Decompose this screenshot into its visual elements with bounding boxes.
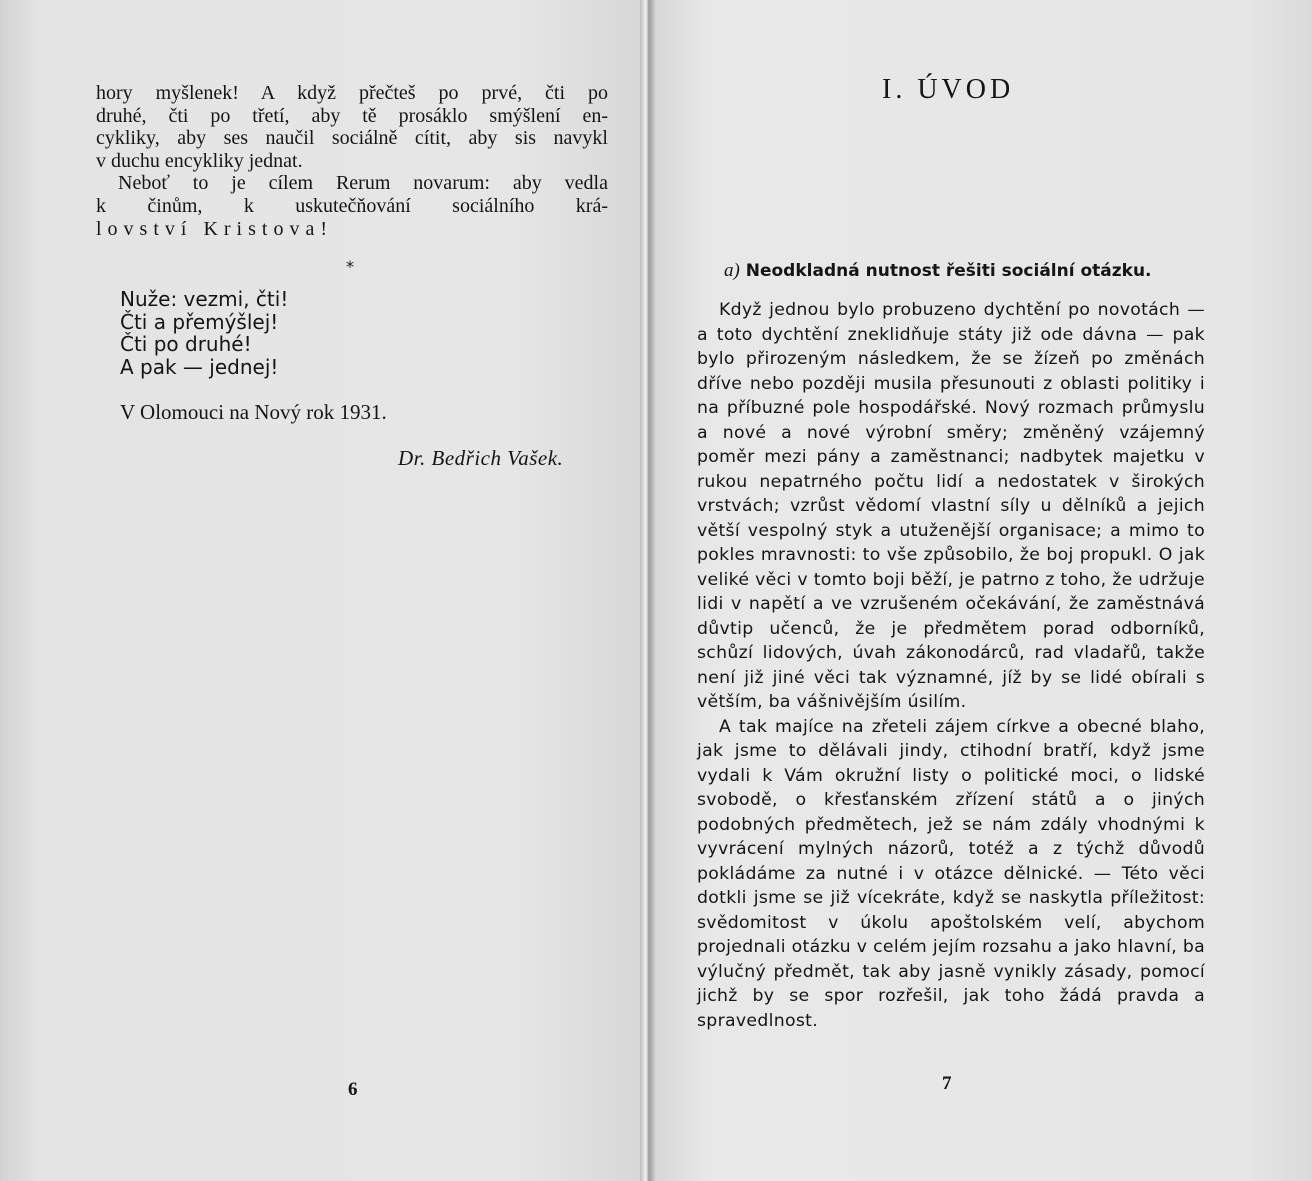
section-label: a) [724, 260, 740, 281]
poem-line: A pak — jednej! [120, 354, 279, 379]
place-date: V Olomouci na Nový rok 1931. [120, 400, 387, 424]
section-title: Neodkladná nutnost řešiti sociální otázku. [745, 261, 1152, 281]
right-body-text [697, 298, 1205, 1033]
poem [120, 288, 288, 378]
signature: Dr. Bedřich Vašek. [398, 446, 564, 470]
left-line-6: k činům, k uskutečňování sociálního krá- [96, 194, 608, 217]
left-page [0, 0, 640, 1181]
paragraph: Když jednou bylo probuzeno dychtění po novotách — a toto dychtění zneklidňuje státy již ode dávna — pak bylo přirozeným následkem, že se žízeň po změnách dříve nebo později musila přesunouti z oblasti politiky i na příbuzné pole hospodářské. Nový rozmach průmyslu a nové a nové výrobní směry; změněný vzájemný poměr mezi pány a zaměstnanci; nadbytek majetku v rukou nepatrného počtu lidí a nedostatek v širokých vrstvách; vzrůst vědomí vlastní síly u dělníků a jejich větší vespolný styk a utuženější organisace; a mimo to pokles mravnosti: to vše způsobilo, že boj propukl. O jak veliké věci v tomto boji běží, je patrno z toho, že udržuje lidi v napětí a ve vzrušeném očekávání, že zaměstnává důvtip učenců, že je předmětem porad odborníků, schůzí lidových, úvah zákonodárců, rad vladařů, takže není již jiné věci tak významné, jíž by se lidé obírali s větším, ba vášnivějším úsilím. [697, 300, 1205, 712]
section-heading [724, 260, 1152, 282]
book-gutter [640, 0, 655, 1181]
left-line-4: v duchu encykliky jednat. [96, 149, 303, 172]
section-separator: * [346, 257, 354, 276]
page-number-right: 7 [942, 1073, 952, 1094]
left-line-7: lovství Kristova! [96, 217, 333, 240]
poem-line: Čti po druhé! [120, 332, 252, 357]
left-line-1: hory myšlenek! A když přečteš po prvé, čti po [96, 82, 608, 104]
left-line-5: Neboť to je cílem Rerum novarum: aby vedla [118, 172, 608, 195]
right-page [655, 0, 1312, 1181]
page-number-left: 6 [348, 1079, 358, 1100]
paragraph: A tak majíce na zřeteli zájem církve a obecné blaho, jak jsme to dělávali jindy, ctihodní bratří, když jsme vydali k Vám okružní listy o politické moci, o lidské svobodě, o křesťanském zřízení států a o jiných podobných předmětech, jež se nám zdály vhodnými k vyvrácení mylných názorů, totéž a z týchž důvodů pokládáme za nutné i v otázce dělnické. — Této věci dotkli jsme se již vícekráte, když se naskytla příležitost: svědomitost v úkolu apoštolském velí, abychom projednali otázku v celém jejím rozsahu a jako hlavní, ba výlučný předmět, tak aby jasně vynikly zásady, pomocí jichž by se spor rozřešil, jak toho žádá pravda a spravedlnost. [697, 716, 1205, 1031]
left-line-2: druhé, čti po třetí, aby tě prosáklo smýšlení en- [96, 104, 608, 127]
poem-line: Nuže: vezmi, čti! [120, 287, 289, 311]
left-body-text [96, 82, 608, 240]
poem-line: Čti a přemýšlej! [120, 309, 279, 334]
chapter-title: I. ÚVOD [882, 74, 1015, 105]
left-line-3: cykliky, aby ses naučil sociálně cítit, aby sis navykl [96, 127, 608, 150]
